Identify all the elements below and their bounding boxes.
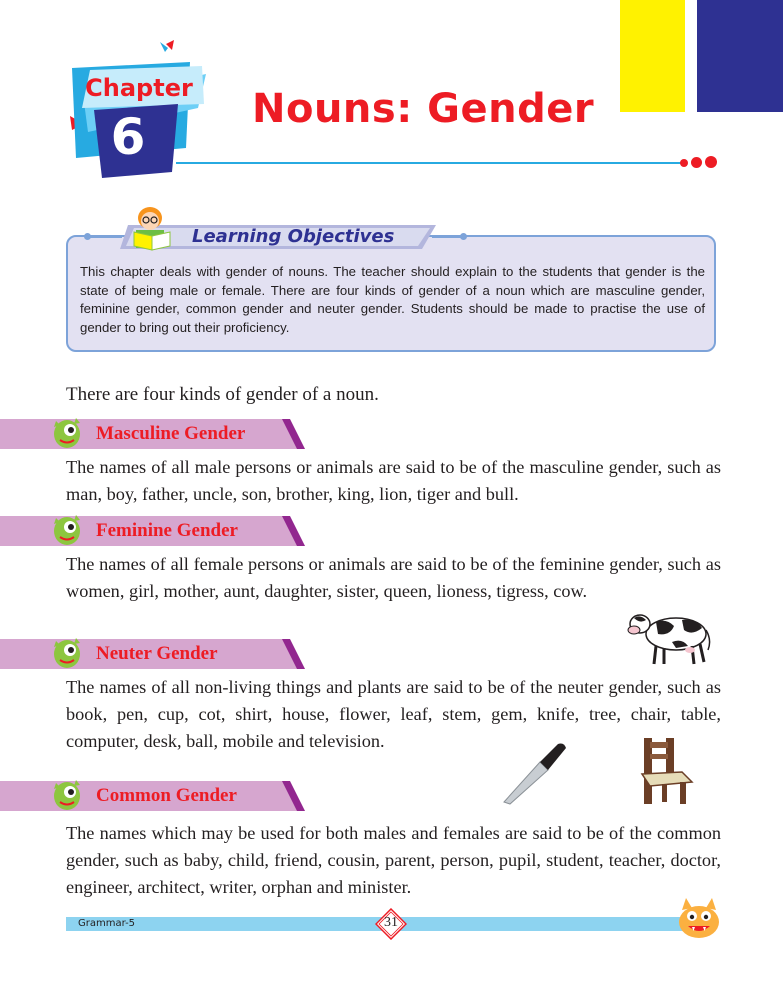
section-text-masculine: The names of all male persons or animals are said to be of the masculine gender, such as man, boy, father, uncle, son, brother, king, lion, tiger and bull. xyxy=(66,457,721,504)
learning-objectives-title: Learning Objectives xyxy=(192,226,395,247)
cow-illustration xyxy=(626,606,712,668)
page-number: 31 xyxy=(384,915,398,930)
knife-illustration xyxy=(500,740,570,806)
chair-illustration xyxy=(636,736,694,806)
banner-connector xyxy=(88,236,122,238)
section-text-neuter: The names of all non-living things and plants are said to be of the neuter gender, such as book, pen, cup, cot, shirt, house, flower, leaf, stem, gem, knife, tree, chair, table, computer, desk, ball, mobile and television. xyxy=(66,677,721,751)
yellow-monster-icon xyxy=(674,896,724,940)
yellow-color-block xyxy=(620,0,685,112)
monster-mascot-icon xyxy=(50,415,84,449)
learning-objectives-text: This chapter deals with gender of nouns. The teacher should explain to the students that gender is the state of being male or female. There are four kinds of gender of a noun which are masculine gender, feminine gender, common gender and neuter gender. Students should be made to practise the use of gender to bring out their proficiency. xyxy=(80,264,705,335)
section-title-common: Common Gender xyxy=(96,785,237,806)
reading-child-icon xyxy=(130,204,174,252)
monster-mascot-icon xyxy=(50,512,84,546)
section-title-masculine: Masculine Gender xyxy=(96,423,246,444)
banner-dot xyxy=(84,233,91,240)
decor-dot xyxy=(680,159,688,167)
section-title-feminine: Feminine Gender xyxy=(96,520,238,541)
banner-dot xyxy=(460,233,467,240)
chapter-label: Chapter xyxy=(85,74,193,102)
decor-dot xyxy=(705,156,717,168)
monster-mascot-icon xyxy=(50,777,84,811)
footer-book-title: Grammar-5 xyxy=(78,918,136,929)
monster-mascot-icon xyxy=(50,635,84,669)
title-underline xyxy=(176,162,686,164)
section-text-common: The names which may be used for both males and females are said to be of the common gender, such as baby, child, friend, cousin, parent, person, pupil, student, teacher, doctor, engineer, architect, writer, orphan and minister. xyxy=(66,823,721,897)
blue-color-block xyxy=(697,0,783,112)
decor-dot xyxy=(691,157,702,168)
page-title: Nouns: Gender xyxy=(252,86,595,132)
section-title-neuter: Neuter Gender xyxy=(96,643,218,664)
section-text-feminine: The names of all female persons or animals are said to be of the feminine gender, such as women, girl, mother, aunt, daughter, sister, queen, lioness, tigress, cow. xyxy=(66,554,721,601)
chapter-number: 6 xyxy=(110,108,146,166)
intro-sentence: There are four kinds of gender of a noun. xyxy=(66,384,379,405)
